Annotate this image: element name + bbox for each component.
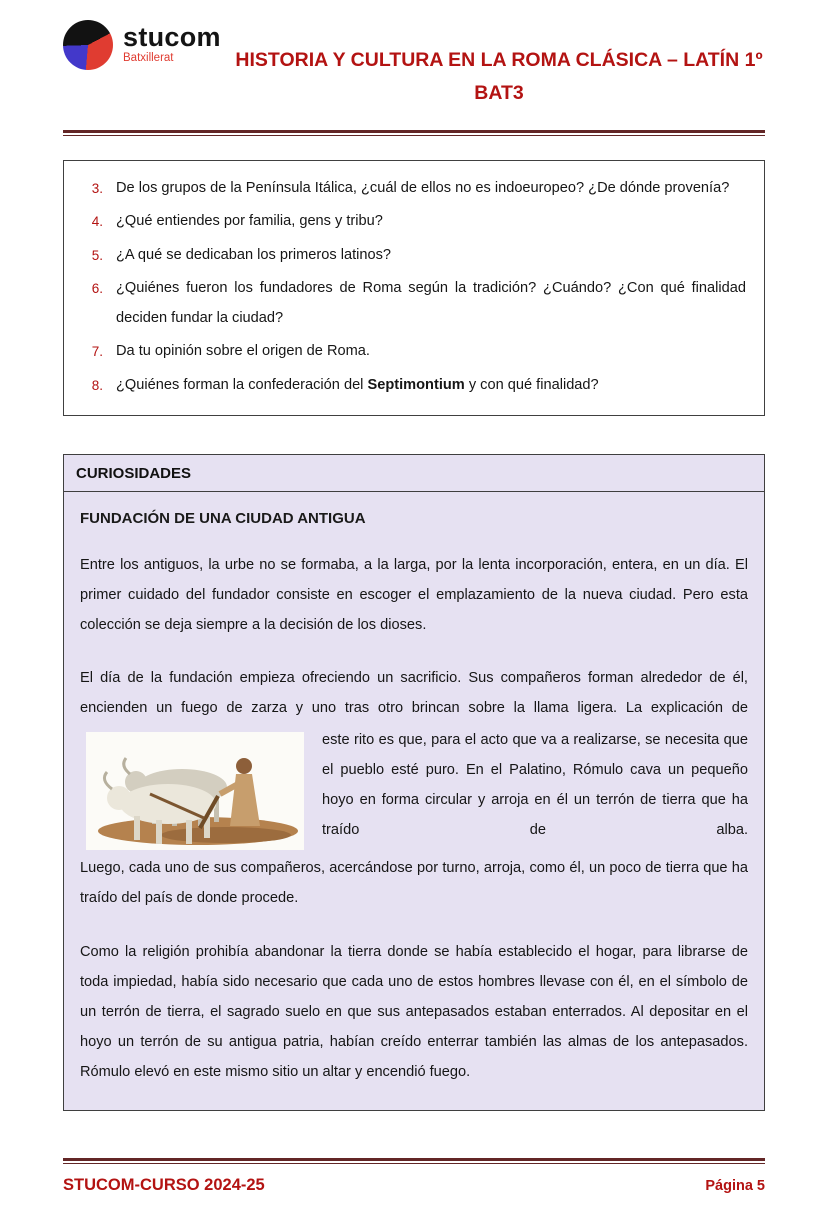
oxen-plow-illustration (86, 732, 304, 850)
question-text: De los grupos de la Península Itálica, ¿cuál de ellos no es indoeuropeo? ¿De dónde provenía? (116, 180, 730, 197)
question-number: 8. (91, 377, 103, 393)
footer-course-label: STUCOM-CURSO 2024-25 (63, 1175, 265, 1194)
page-header (63, 18, 765, 110)
question-number: 4. (91, 214, 103, 230)
curiosidades-header: CURIOSIDADES (64, 455, 764, 492)
questions-box (63, 160, 765, 415)
question-item (64, 206, 754, 236)
question-text: ¿Qué entiendes por familia, gens y tribu? (116, 213, 383, 230)
curiosidades-paragraph-2-side: este rito es que, para el acto que va a realizarse, se necesita que el pueblo esté puro. En el Palatino, Rómulo cava un pequeño hoyo en forma circular y arroja en él un terrón de tierra que ha traído de alba. (322, 732, 748, 838)
page-footer (63, 1158, 765, 1195)
logo-wordmark: stucom (123, 22, 221, 52)
curiosidades-paragraph-2-intro: El día de la fundación empieza ofreciendo un sacrificio. Sus compañeros forman alrededor de él, encienden un fuego de zarza y uno tras otro brincan sobre la llama ligera. La explicación de (80, 670, 748, 717)
question-item (64, 336, 754, 366)
curiosidades-panel (63, 454, 765, 1111)
page-title-line2: BAT3 (474, 82, 524, 105)
logo-subtitle: Batxillerat (123, 52, 174, 65)
curiosidades-paragraph-1: Entre los antiguos, la urbe no se formaba, a la larga, por la lenta incorporación, entera, en un día. El primer cuidado del fundador consiste en escoger el emplazamiento de la nueva ciudad. Pero esta colección se deja siempre a la decisión de los dioses. (80, 556, 748, 633)
curiosidades-paragraph-3: Como la religión prohibía abandonar la tierra donde se había establecido el hogar, para librarse de toda impiedad, había sido necesario que cada uno de estos hombres llevase con él, en el símbolo de un terrón de tierra, el sagrado suelo en que sus antepasados estaban enterrados. Al depositar en el hoyo un terrón de su antigua patria, habían creído enterrar también las almas de los antepasados. Rómulo elevó en este mismo sitio un altar y encendió fuego. (80, 944, 748, 1080)
question-number: 3. (91, 181, 103, 197)
curiosidades-media-row (80, 726, 748, 850)
question-item (64, 273, 754, 333)
question-number: 7. (91, 344, 103, 360)
question-text: ¿A qué se dedicaban los primeros latinos? (116, 246, 392, 263)
question-text: ¿Quiénes fueron los fundadores de Roma según la tradición? ¿Cuándo? ¿Con qué finalidad deciden fundar la ciudad? (116, 279, 746, 327)
question-text: Da tu opinión sobre el origen de Roma. (116, 343, 370, 360)
footer-divider (63, 1158, 765, 1164)
stucom-logo (63, 18, 233, 70)
oxen-plow-illustration-svg (86, 732, 304, 850)
question-number: 6. (91, 280, 103, 296)
question-number: 5. (91, 247, 103, 263)
logo-text-block (123, 20, 221, 64)
question-text: ¿Quiénes forman la confederación del Septimontium y con qué finalidad? (116, 376, 599, 393)
question-item (64, 240, 754, 270)
page-number: Página 5 (705, 1177, 765, 1194)
curiosidades-paragraph-2-cont: Luego, cada uno de sus compañeros, acercándose por turno, arroja, como él, un poco de tierra que ha traído del país de donde procede. (80, 860, 748, 907)
curiosidades-subheader: FUNDACIÓN DE UNA CIUDAD ANTIGUA (80, 509, 366, 527)
question-item (64, 173, 754, 203)
question-item (64, 370, 754, 400)
page-title-line1: HISTORIA Y CULTURA EN LA ROMA CLÁSICA – LATÍN 1º (235, 49, 763, 71)
page-title (233, 18, 765, 110)
curiosidades-body (64, 492, 764, 1110)
questions-list (64, 173, 754, 399)
header-divider (63, 130, 765, 136)
footer-row (63, 1176, 765, 1195)
stucom-logo-icon (63, 20, 113, 70)
